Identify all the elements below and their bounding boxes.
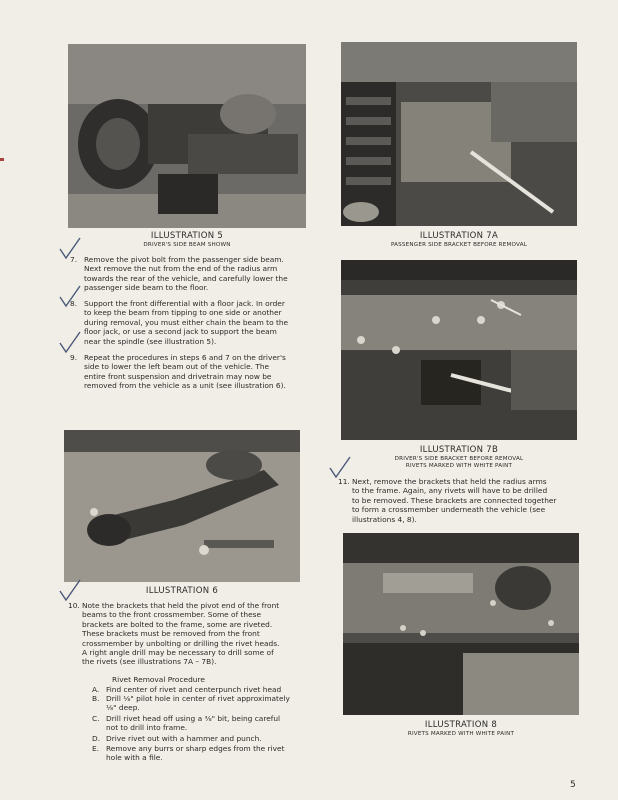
step-line: A right angle drill may be necessary to drill some of bbox=[82, 648, 274, 658]
procedure-item-b bbox=[92, 694, 312, 714]
procedure-item-c bbox=[92, 714, 312, 734]
step-line: Repeat the procedures in steps 6 and 7 on the driver's bbox=[84, 353, 286, 362]
step-line: removed from the vehicle as a unit (see illustration 6). bbox=[84, 381, 286, 391]
procedure-letter: A. bbox=[92, 685, 100, 694]
step-8 bbox=[70, 299, 310, 349]
procedure-line: Remove any burrs or sharp edges from the rivet bbox=[106, 744, 285, 753]
procedure-line: Drill ⅛" pilot hole in center of rivet approximately bbox=[106, 694, 290, 703]
procedure-line: ⅛" deep. bbox=[106, 703, 140, 713]
step-line: brackets are bolted to the frame, some are riveted. bbox=[82, 619, 273, 629]
step-line: entire front suspension and drivetrain may now be bbox=[84, 371, 272, 381]
step-number: 11. bbox=[338, 477, 350, 486]
step-line: beams to the front crossmember. Some of these bbox=[82, 610, 262, 620]
step-number: 7. bbox=[70, 255, 78, 264]
step-line: Next remove the nut from the end of the radius arm bbox=[84, 264, 278, 274]
step-line: floor jack, or use a second jack to support the beam bbox=[84, 327, 277, 337]
step-9 bbox=[70, 353, 310, 393]
step-number: 8. bbox=[70, 299, 78, 308]
checkmark-icon bbox=[58, 578, 82, 602]
procedure-line: Drive rivet out with a hammer and punch. bbox=[106, 734, 262, 743]
illustration-8-subtitle: RIVETS MARKED WITH WHITE PAINT bbox=[407, 731, 515, 737]
illustration-7b-title: ILLUSTRATION 7B bbox=[419, 445, 499, 455]
step-11 bbox=[338, 477, 578, 527]
step-line: to the frame. Again, any rivets will have to be drilled bbox=[352, 486, 548, 496]
illustration-5-title: ILLUSTRATION 5 bbox=[150, 231, 224, 241]
step-line: towards the rear of the vehicle, and carefully lower the bbox=[84, 273, 288, 283]
illustration-5-photo bbox=[68, 44, 306, 228]
illustration-6-photo bbox=[64, 430, 300, 582]
illustration-5-subtitle: DRIVER'S SIDE BEAM SHOWN bbox=[143, 242, 231, 248]
illustration-8-photo bbox=[343, 533, 579, 715]
procedure-letter: D. bbox=[92, 734, 101, 743]
step-line: side to lower the left beam out of the vehicle. The bbox=[84, 362, 270, 372]
step-number: 9. bbox=[70, 353, 78, 362]
rivet-procedure-title: Rivet Removal Procedure bbox=[112, 675, 205, 684]
procedure-letter: B. bbox=[92, 694, 100, 703]
step-line: to keep the beam from tipping to one side or another bbox=[84, 308, 282, 318]
illustration-7a-photo bbox=[341, 42, 577, 226]
illustration-7b-subtitle-1: DRIVER'S SIDE BRACKET BEFORE REMOVAL bbox=[394, 456, 524, 462]
step-7 bbox=[70, 255, 310, 295]
step-line: Note the brackets that held the pivot end of the front bbox=[82, 601, 280, 610]
step-line: the rivets (see illustrations 7A – 7B). bbox=[82, 657, 217, 667]
procedure-letter: E. bbox=[92, 744, 100, 753]
step-line: passenger side beam to the floor. bbox=[84, 283, 209, 293]
step-line: crossmember by unbolting or drilling the rivet heads. bbox=[82, 638, 280, 648]
procedure-item-e bbox=[92, 744, 312, 764]
step-line: Remove the pivot bolt from the passenger side beam. bbox=[84, 255, 284, 264]
illustration-6-title: ILLUSTRATION 6 bbox=[145, 586, 219, 596]
step-number: 10. bbox=[68, 601, 80, 610]
step-line: to form a crossmember underneath the vehicle (see bbox=[352, 505, 546, 515]
procedure-line: Drill rivet head off using a ⅜" bit, being careful bbox=[106, 714, 281, 723]
procedure-letter: C. bbox=[92, 714, 100, 723]
illustration-7b-subtitle-2: RIVETS MARKED WITH WHITE PAINT bbox=[405, 463, 513, 469]
step-line: to be removed. These brackets are connected together bbox=[352, 495, 557, 505]
checkmark-icon bbox=[328, 455, 352, 479]
step-line: near the spindle (see illustration 5). bbox=[84, 336, 217, 346]
procedure-line: Find center of rivet and centerpunch rivet head bbox=[106, 685, 282, 694]
illustration-7a-subtitle: PASSENGER SIDE BRACKET BEFORE REMOVAL bbox=[390, 242, 528, 248]
step-line: illustrations 4, 8). bbox=[352, 514, 417, 524]
illustration-8-title: ILLUSTRATION 8 bbox=[424, 720, 498, 730]
procedure-item-d bbox=[92, 734, 312, 744]
step-line: Support the front differential with a floor jack. In order bbox=[84, 299, 285, 308]
procedure-line: hole with a file. bbox=[106, 753, 163, 763]
step-line: during removal, you must either chain the beam to the bbox=[84, 317, 289, 327]
procedure-line: not to drill into frame. bbox=[106, 723, 188, 733]
step-line: Next, remove the brackets that held the radius arms bbox=[352, 477, 547, 486]
step-line: These brackets must be removed from the front bbox=[82, 629, 260, 639]
step-10 bbox=[68, 601, 308, 671]
illustration-7b-photo bbox=[341, 260, 577, 440]
illustration-7a-title: ILLUSTRATION 7A bbox=[419, 231, 499, 241]
margin-mark bbox=[0, 158, 4, 161]
page-number: 5 bbox=[570, 780, 576, 790]
